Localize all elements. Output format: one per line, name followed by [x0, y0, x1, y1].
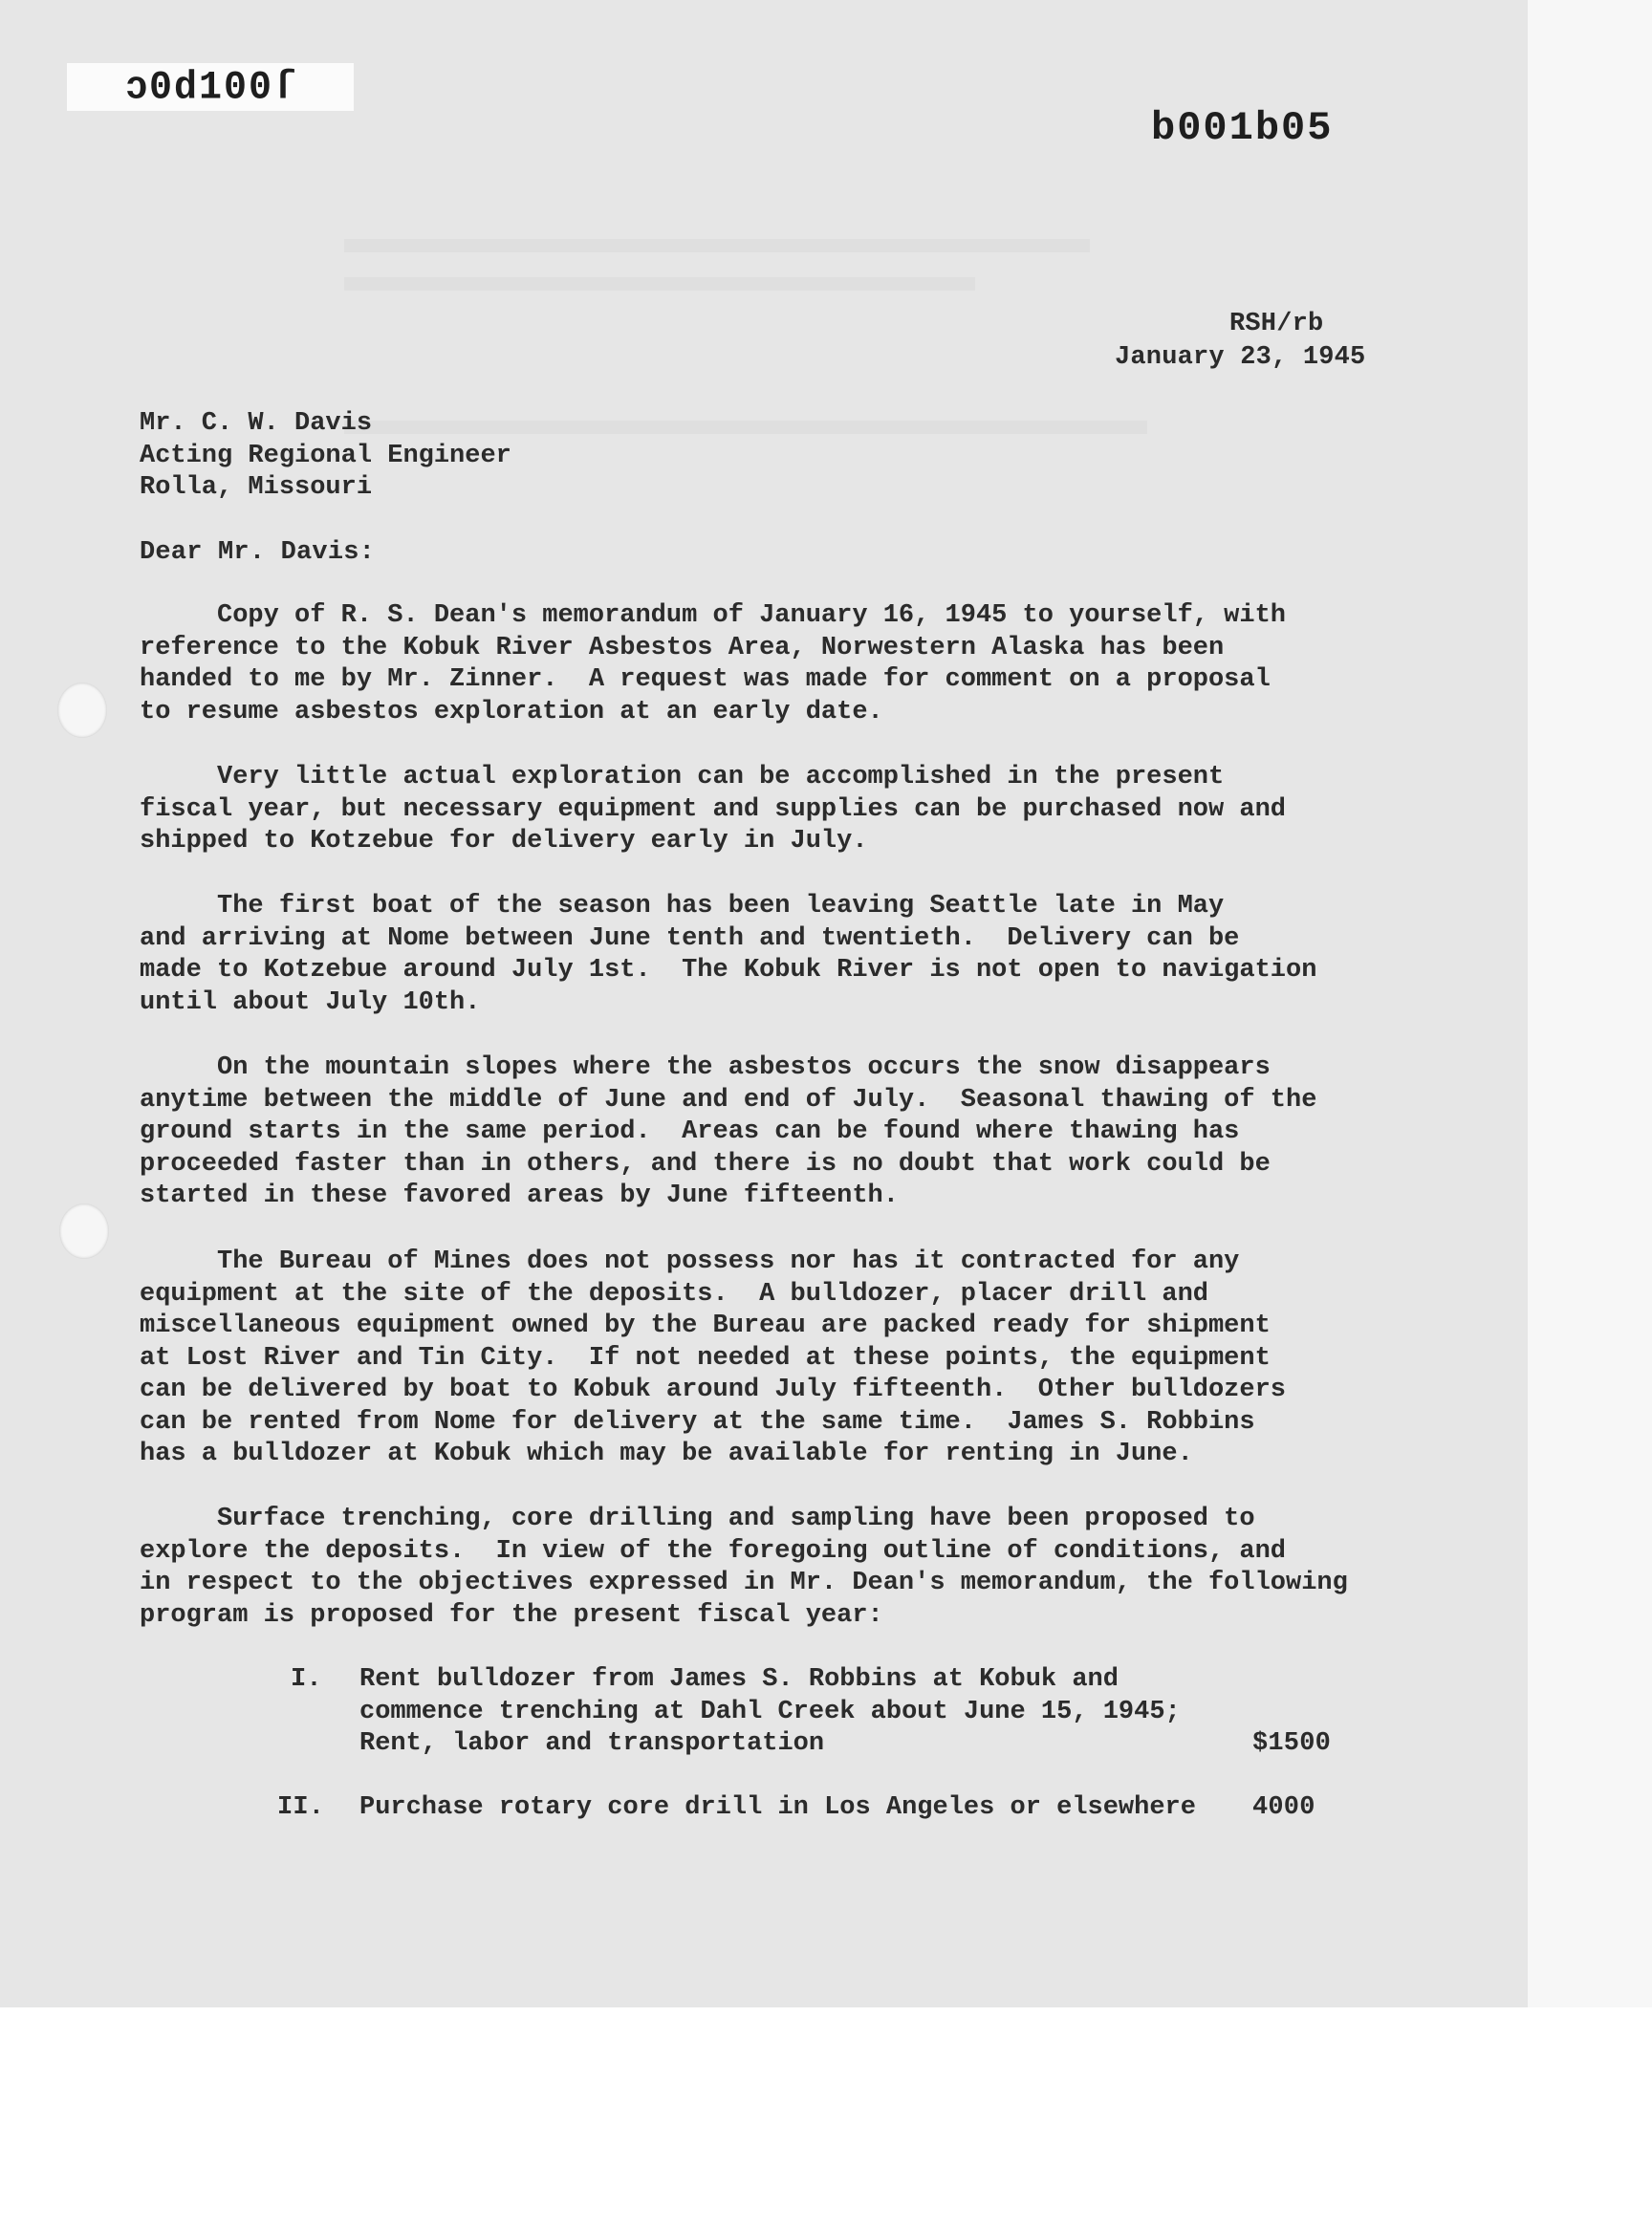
program-item-amount: $1500: [1252, 1729, 1332, 1758]
document-number-stamp-right: b001b05: [1151, 105, 1334, 151]
bleed-through-mark: [344, 239, 1090, 252]
paragraph-line: fiscal year, but necessary equipment and supplies can be purchased now and: [140, 794, 1286, 824]
paragraph-line: anytime between the middle of June and end of July. Seasonal thawing of the: [140, 1085, 1317, 1115]
body-paragraph: [140, 1247, 1286, 1471]
body-paragraph: [140, 891, 1316, 1019]
reference-initials: RSH/rb: [1229, 310, 1324, 338]
paragraph-line: Very little actual exploration can be accomplished in the present: [140, 763, 1225, 791]
letter-date: January 23, 1945: [1115, 343, 1366, 372]
paragraph-line: program is proposed for the present fiscal year:: [140, 1600, 883, 1630]
paragraph-line: Copy of R. S. Dean's memorandum of January 16, 1945 to yourself, with: [140, 601, 1286, 630]
recipient-name: Mr. C. W. Davis: [140, 409, 373, 438]
program-item-description: [359, 1792, 1196, 1825]
body-paragraph: [140, 600, 1286, 728]
salutation: Dear Mr. Davis:: [140, 538, 376, 567]
punch-hole: [57, 683, 107, 738]
document-number-stamp-left: ᴐ0d100ſ: [124, 65, 299, 112]
paragraph-line: at Lost River and Tin City. If not needed at these points, the equipment: [140, 1343, 1271, 1373]
paragraph-line: explore the deposits. In view of the foregoing outline of conditions, and: [140, 1536, 1286, 1566]
program-item-line: Rent, labor and transportation: [359, 1729, 825, 1758]
paragraph-line: The first boat of the season has been leaving Seattle late in May: [140, 892, 1225, 921]
paragraph-line: started in these favored areas by June fifteenth.: [140, 1182, 899, 1210]
paragraph-line: has a bulldozer at Kobuk which may be available for renting in June.: [140, 1440, 1193, 1468]
paragraph-line: ground starts in the same period. Areas can be found where thawing has: [140, 1117, 1240, 1146]
recipient-location: Rolla, Missouri: [140, 473, 373, 502]
body-paragraph: [140, 762, 1286, 858]
bleed-through-mark: [344, 277, 975, 291]
paragraph-line: miscellaneous equipment owned by the Bureau are packed ready for shipment: [140, 1312, 1271, 1340]
body-paragraph: [140, 1504, 1348, 1632]
paragraph-line: in respect to the objectives expressed in Mr. Dean's memorandum, the following: [140, 1569, 1348, 1597]
program-item-line: commence trenching at Dahl Creek about June 15, 1945;: [359, 1697, 1181, 1726]
program-item-numeral: I.: [291, 1665, 322, 1694]
program-item-line: Rent bulldozer from James S. Robbins at Kobuk and: [359, 1665, 1119, 1694]
program-item-numeral: II.: [277, 1793, 325, 1822]
paragraph-line: equipment at the site of the deposits. A bulldozer, placer drill and: [140, 1279, 1208, 1309]
body-paragraph: [140, 1052, 1316, 1213]
scan-margin: [1528, 0, 1652, 2007]
punch-hole: [59, 1203, 109, 1259]
paragraph-line: shipped to Kotzebue for delivery early in July.: [140, 827, 868, 856]
program-item-amount: 4000: [1252, 1793, 1315, 1822]
paragraph-line: handed to me by Mr. Zinner. A request was made for comment on a proposal: [140, 665, 1271, 694]
paragraph-line: On the mountain slopes where the asbestos occurs the snow disappears: [140, 1053, 1271, 1082]
paragraph-line: reference to the Kobuk River Asbestos Area, Norwestern Alaska has been: [140, 633, 1225, 662]
paragraph-line: Surface trenching, core drilling and sampling have been proposed to: [140, 1505, 1255, 1533]
program-item-description: [359, 1664, 1181, 1761]
paragraph-line: can be delivered by boat to Kobuk around July fifteenth. Other bulldozers: [140, 1376, 1286, 1404]
paragraph-line: until about July 10th.: [140, 987, 481, 1017]
paragraph-line: The Bureau of Mines does not possess nor has it contracted for any: [140, 1247, 1240, 1276]
paragraph-line: and arriving at Nome between June tenth and twentieth. Delivery can be: [140, 923, 1240, 953]
paragraph-line: to resume asbestos exploration at an early date.: [140, 697, 883, 726]
recipient-title: Acting Regional Engineer: [140, 441, 511, 470]
paragraph-line: proceeded faster than in others, and there is no doubt that work could be: [140, 1149, 1271, 1179]
paragraph-line: made to Kotzebue around July 1st. The Kobuk River is not open to navigation: [140, 956, 1317, 985]
program-item-line: Purchase rotary core drill in Los Angeles or elsewhere: [359, 1793, 1196, 1822]
paragraph-line: can be rented from Nome for delivery at the same time. James S. Robbins: [140, 1407, 1255, 1437]
recipient-address: [140, 408, 511, 505]
